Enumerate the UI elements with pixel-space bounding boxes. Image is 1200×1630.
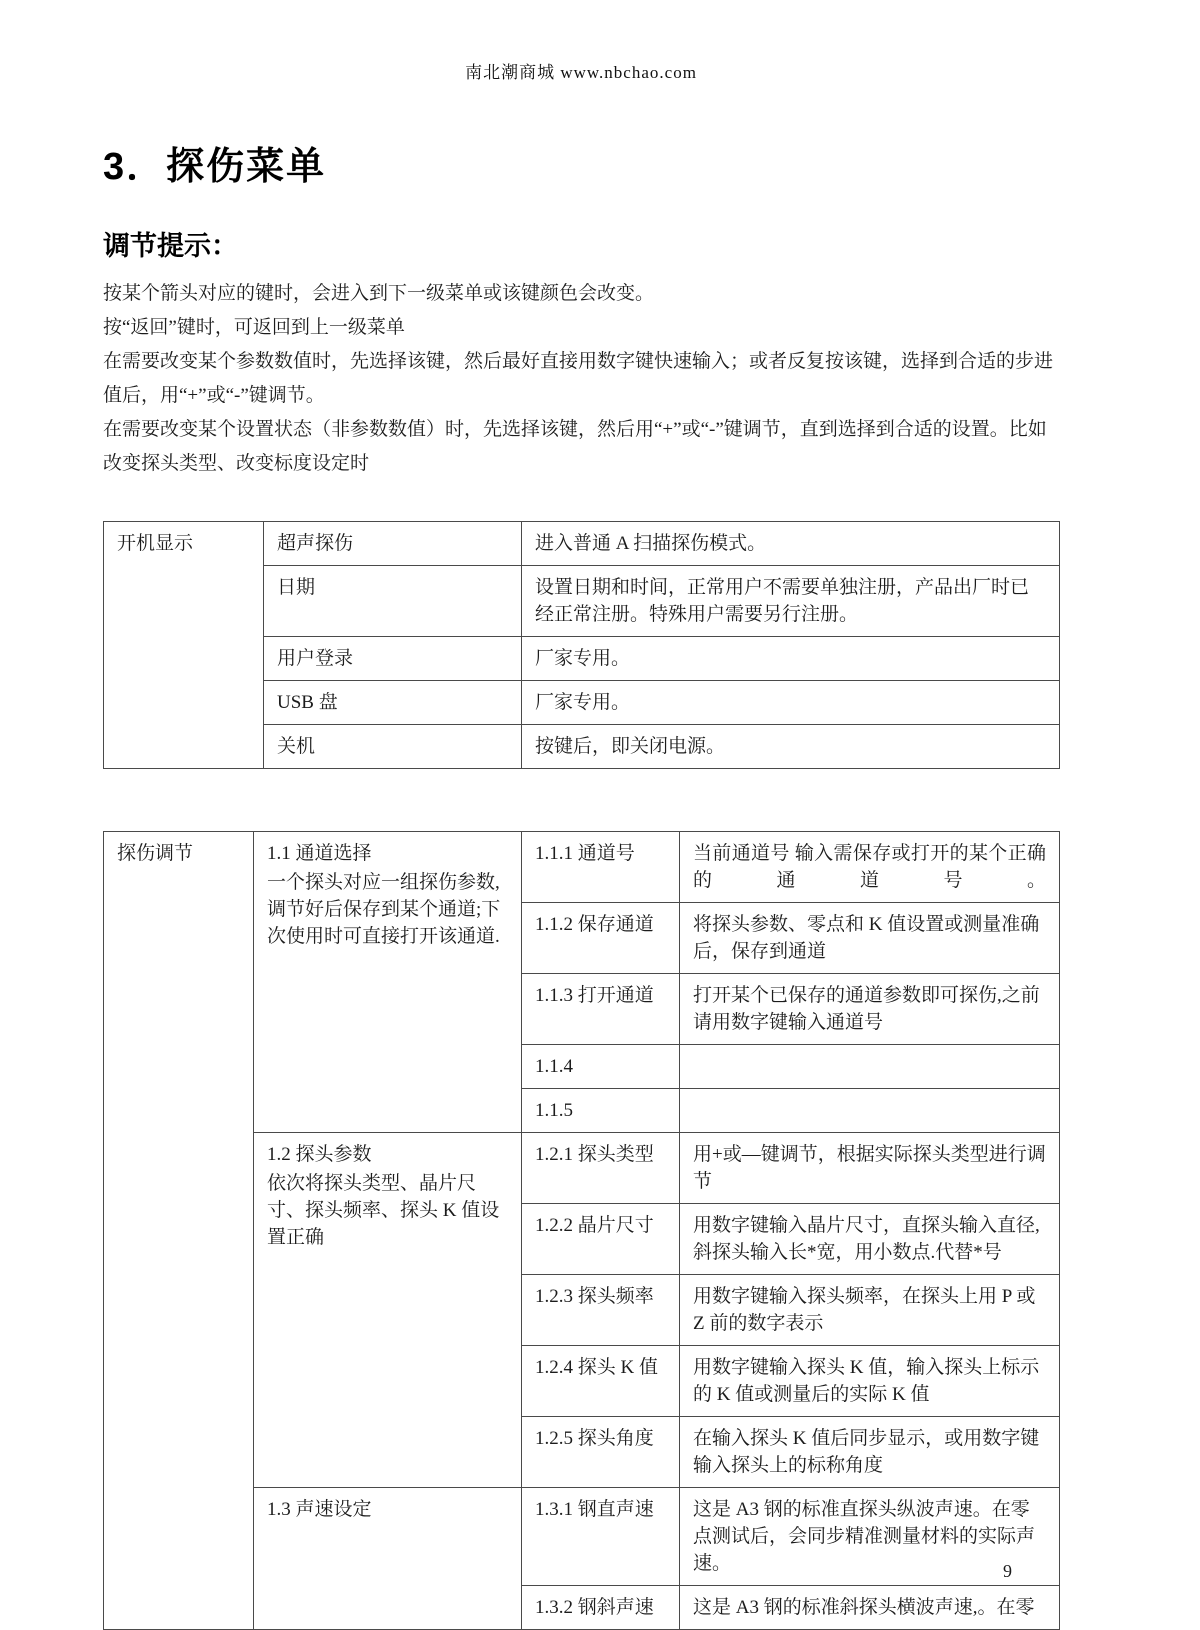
paragraph: 按“返回”键时，可返回到上一级菜单 bbox=[103, 317, 405, 338]
page-title: 3．探伤菜单 bbox=[103, 146, 327, 188]
menu-item-cell: 1.3.2 钢斜声速 bbox=[522, 1586, 680, 1630]
menu-desc-cell bbox=[680, 1089, 1060, 1133]
menu-desc-cell bbox=[680, 1045, 1060, 1089]
section-cell bbox=[254, 1488, 522, 1630]
paragraph: 按某个箭头对应的键时，会进入到下一级菜单或该键颜色会改变。 bbox=[103, 283, 655, 304]
menu-item-cell: 1.1.3 打开通道 bbox=[522, 974, 680, 1045]
adjust-menu-table bbox=[103, 831, 1060, 1630]
menu-desc-cell: 这是 A3 钢的标准直探头纵波声速。在零点测试后，会同步精准测量材料的实际声速。 bbox=[680, 1488, 1060, 1586]
menu-item-cell: 1.2.1 探头类型 bbox=[522, 1133, 680, 1204]
menu-item-cell: 超声探伤 bbox=[264, 522, 522, 566]
menu-desc-cell: 用数字键输入探头 K 值，输入探头上标示的 K 值或测量后的实际 K 值 bbox=[680, 1346, 1060, 1417]
menu-desc-cell: 按键后，即关闭电源。 bbox=[522, 725, 1060, 769]
page-number: 9 bbox=[1003, 1561, 1012, 1581]
table-row bbox=[104, 832, 1060, 903]
menu-item-cell: 1.3.1 钢直声速 bbox=[522, 1488, 680, 1586]
section-note: 一个探头对应一组探伤参数,调节好后保存到某个通道;下次使用时可直接打开该通道. bbox=[267, 872, 501, 947]
menu-item-cell: 1.1.2 保存通道 bbox=[522, 903, 680, 974]
menu-desc-cell: 当前通道号 输入需保存或打开的某个正确的通道号。 bbox=[680, 832, 1060, 903]
menu-item-cell: 1.1.4 bbox=[522, 1045, 680, 1089]
section-cell bbox=[254, 1133, 522, 1488]
menu-item-cell: 1.2.2 晶片尺寸 bbox=[522, 1204, 680, 1275]
menu-item-cell: 关机 bbox=[264, 725, 522, 769]
intro-paragraphs bbox=[103, 277, 1059, 481]
paragraph: 在需要改变某个设置状态（非参数数值）时，先选择该键，然后用“+”或“-”键调节，直到选择到合适的设置。比如改变探头类型、改变标度设定时 bbox=[103, 419, 1047, 474]
menu-desc-cell: 厂家专用。 bbox=[522, 637, 1060, 681]
section-title: 1.3 声速设定 bbox=[267, 1499, 372, 1520]
menu-item-cell: 1.1.1 通道号 bbox=[522, 832, 680, 903]
menu-item-cell: 1.1.5 bbox=[522, 1089, 680, 1133]
section-cell bbox=[254, 832, 522, 1133]
menu-desc-cell: 厂家专用。 bbox=[522, 681, 1060, 725]
section-subtitle: 调节提示： bbox=[103, 231, 238, 261]
menu-desc-cell: 进入普通 A 扫描探伤模式。 bbox=[522, 522, 1060, 566]
table-row bbox=[104, 522, 1060, 566]
menu-item-cell: 1.2.4 探头 K 值 bbox=[522, 1346, 680, 1417]
menu-item-cell: 1.2.5 探头角度 bbox=[522, 1417, 680, 1488]
group-label-cell: 探伤调节 bbox=[104, 832, 254, 1630]
section-title: 1.1 通道选择 bbox=[267, 843, 372, 864]
group-label-cell: 开机显示 bbox=[104, 522, 264, 769]
menu-desc-cell: 在输入探头 K 值后同步显示，或用数字键输入探头上的标称角度 bbox=[680, 1417, 1060, 1488]
boot-menu-table bbox=[103, 521, 1060, 769]
section-title: 1.2 探头参数 bbox=[267, 1144, 372, 1165]
menu-item-cell: 1.2.3 探头频率 bbox=[522, 1275, 680, 1346]
paragraph: 在需要改变某个参数数值时，先选择该键，然后最好直接用数字键快速输入；或者反复按该键，选择到合适的步进值后，用“+”或“-”键调节。 bbox=[103, 351, 1054, 406]
section-note: 依次将探头类型、晶片尺寸、探头频率、探头 K 值设置正确 bbox=[267, 1173, 500, 1248]
menu-desc-cell: 将探头参数、零点和 K 值设置或测量准确后，保存到通道 bbox=[680, 903, 1060, 974]
menu-desc-cell: 这是 A3 钢的标准斜探头横波声速,。在零 bbox=[680, 1586, 1060, 1630]
menu-desc-cell: 用+或—键调节，根据实际探头类型进行调节 bbox=[680, 1133, 1060, 1204]
site-header: 南北潮商城 www.nbchao.com bbox=[465, 63, 697, 82]
menu-item-cell: 日期 bbox=[264, 566, 522, 637]
menu-desc-cell: 用数字键输入探头频率，在探头上用 P 或 Z 前的数字表示 bbox=[680, 1275, 1060, 1346]
menu-desc-cell: 设置日期和时间，正常用户不需要单独注册，产品出厂时已经正常注册。特殊用户需要另行注册。 bbox=[522, 566, 1060, 637]
menu-item-cell: USB 盘 bbox=[264, 681, 522, 725]
menu-item-cell: 用户登录 bbox=[264, 637, 522, 681]
menu-desc-cell: 用数字键输入晶片尺寸，直探头输入直径,斜探头输入长*宽，用小数点.代替*号 bbox=[680, 1204, 1060, 1275]
menu-desc-cell: 打开某个已保存的通道参数即可探伤,之前请用数字键输入通道号 bbox=[680, 974, 1060, 1045]
